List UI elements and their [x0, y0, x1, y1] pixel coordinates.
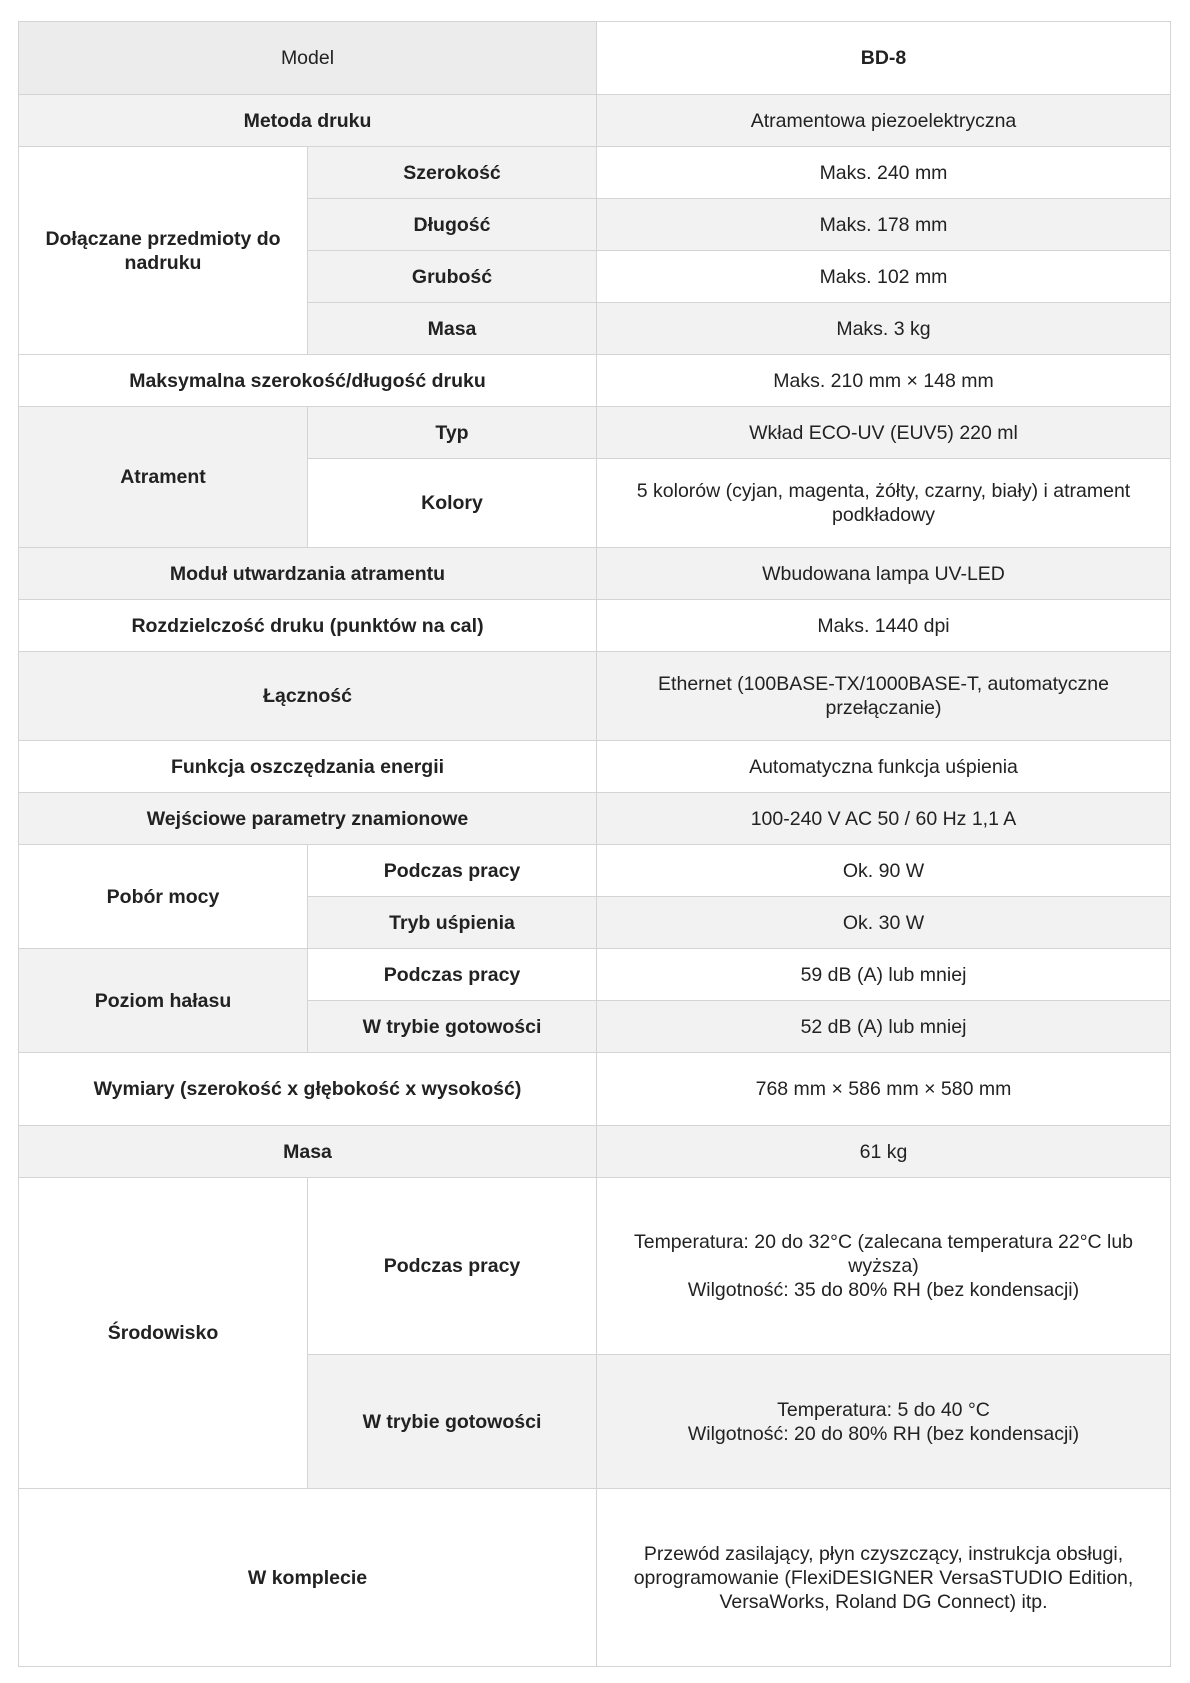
table-row	[19, 741, 1171, 793]
row-value: 59 dB (A) lub mniej	[597, 949, 1171, 1001]
row-label: Moduł utwardzania atramentu	[19, 548, 597, 600]
group-label: Środowisko	[19, 1178, 308, 1489]
row-label: Funkcja oszczędzania energii	[19, 741, 597, 793]
group-label: Pobór mocy	[19, 845, 308, 949]
row-label: Rozdzielczość druku (punktów na cal)	[19, 600, 597, 652]
table-row	[19, 147, 1171, 199]
row-label: Metoda druku	[19, 95, 597, 147]
row-value: Wkład ECO-UV (EUV5) 220 ml	[597, 407, 1171, 459]
row-label: Wymiary (szerokość x głębokość x wysokość)	[19, 1053, 597, 1126]
sub-label: Typ	[308, 407, 597, 459]
row-value: Przewód zasilający, płyn czyszczący, instrukcja obsługi, oprogramowanie (FlexiDESIGNER VersaSTUDIO Edition, VersaWorks, Roland DG Connect) itp.	[597, 1489, 1171, 1667]
group-label: Atrament	[19, 407, 308, 548]
table-row	[19, 22, 1171, 95]
row-value: Maks. 210 mm × 148 mm	[597, 355, 1171, 407]
group-label: Dołączane przedmioty do nadruku	[19, 147, 308, 355]
table-row	[19, 845, 1171, 897]
sub-label: Szerokość	[308, 147, 597, 199]
header-label-cell: Model	[19, 22, 597, 95]
row-value: Ethernet (100BASE-TX/1000BASE-T, automatyczne przełączanie)	[597, 652, 1171, 741]
table-row	[19, 407, 1171, 459]
row-value: 768 mm × 586 mm × 580 mm	[597, 1053, 1171, 1126]
sub-label: Kolory	[308, 459, 597, 548]
sub-label: Podczas pracy	[308, 1178, 597, 1355]
row-value: Automatyczna funkcja uśpienia	[597, 741, 1171, 793]
group-label: Poziom hałasu	[19, 949, 308, 1053]
sub-label: Podczas pracy	[308, 845, 597, 897]
table-row	[19, 652, 1171, 741]
table-row	[19, 600, 1171, 652]
sub-label: Długość	[308, 199, 597, 251]
table-row	[19, 548, 1171, 600]
row-value: Ok. 90 W	[597, 845, 1171, 897]
table-row	[19, 355, 1171, 407]
sub-label: Podczas pracy	[308, 949, 597, 1001]
row-value: Temperatura: 5 do 40 °C Wilgotność: 20 do 80% RH (bez kondensacji)	[597, 1355, 1171, 1489]
row-value: Wbudowana lampa UV-LED	[597, 548, 1171, 600]
row-value: Maks. 3 kg	[597, 303, 1171, 355]
row-value: Ok. 30 W	[597, 897, 1171, 949]
row-value: Maks. 102 mm	[597, 251, 1171, 303]
sub-label: Grubość	[308, 251, 597, 303]
row-value: 52 dB (A) lub mniej	[597, 1001, 1171, 1053]
row-value: Maks. 240 mm	[597, 147, 1171, 199]
table-row	[19, 95, 1171, 147]
row-value: 61 kg	[597, 1126, 1171, 1178]
row-label: Wejściowe parametry znamionowe	[19, 793, 597, 845]
row-label: Masa	[19, 1126, 597, 1178]
row-value: Maks. 178 mm	[597, 199, 1171, 251]
table-row	[19, 1489, 1171, 1667]
row-label: Maksymalna szerokość/długość druku	[19, 355, 597, 407]
row-value: 5 kolorów (cyjan, magenta, żółty, czarny, biały) i atrament podkładowy	[597, 459, 1171, 548]
table-row	[19, 949, 1171, 1001]
table-row	[19, 793, 1171, 845]
sub-label: W trybie gotowości	[308, 1355, 597, 1489]
row-label: Łączność	[19, 652, 597, 741]
row-value: Temperatura: 20 do 32°C (zalecana temperatura 22°C lub wyższa) Wilgotność: 35 do 80% RH (bez kondensacji)	[597, 1178, 1171, 1355]
row-value: Atramentowa piezoelektryczna	[597, 95, 1171, 147]
sub-label: Tryb uśpienia	[308, 897, 597, 949]
sub-label: W trybie gotowości	[308, 1001, 597, 1053]
table-row	[19, 1178, 1171, 1355]
table-row	[19, 1053, 1171, 1126]
table-row	[19, 1126, 1171, 1178]
sub-label: Masa	[308, 303, 597, 355]
spec-table	[18, 21, 1171, 1667]
row-value: 100-240 V AC 50 / 60 Hz 1,1 A	[597, 793, 1171, 845]
row-label: W komplecie	[19, 1489, 597, 1667]
header-model-cell: BD-8	[597, 22, 1171, 95]
row-value: Maks. 1440 dpi	[597, 600, 1171, 652]
